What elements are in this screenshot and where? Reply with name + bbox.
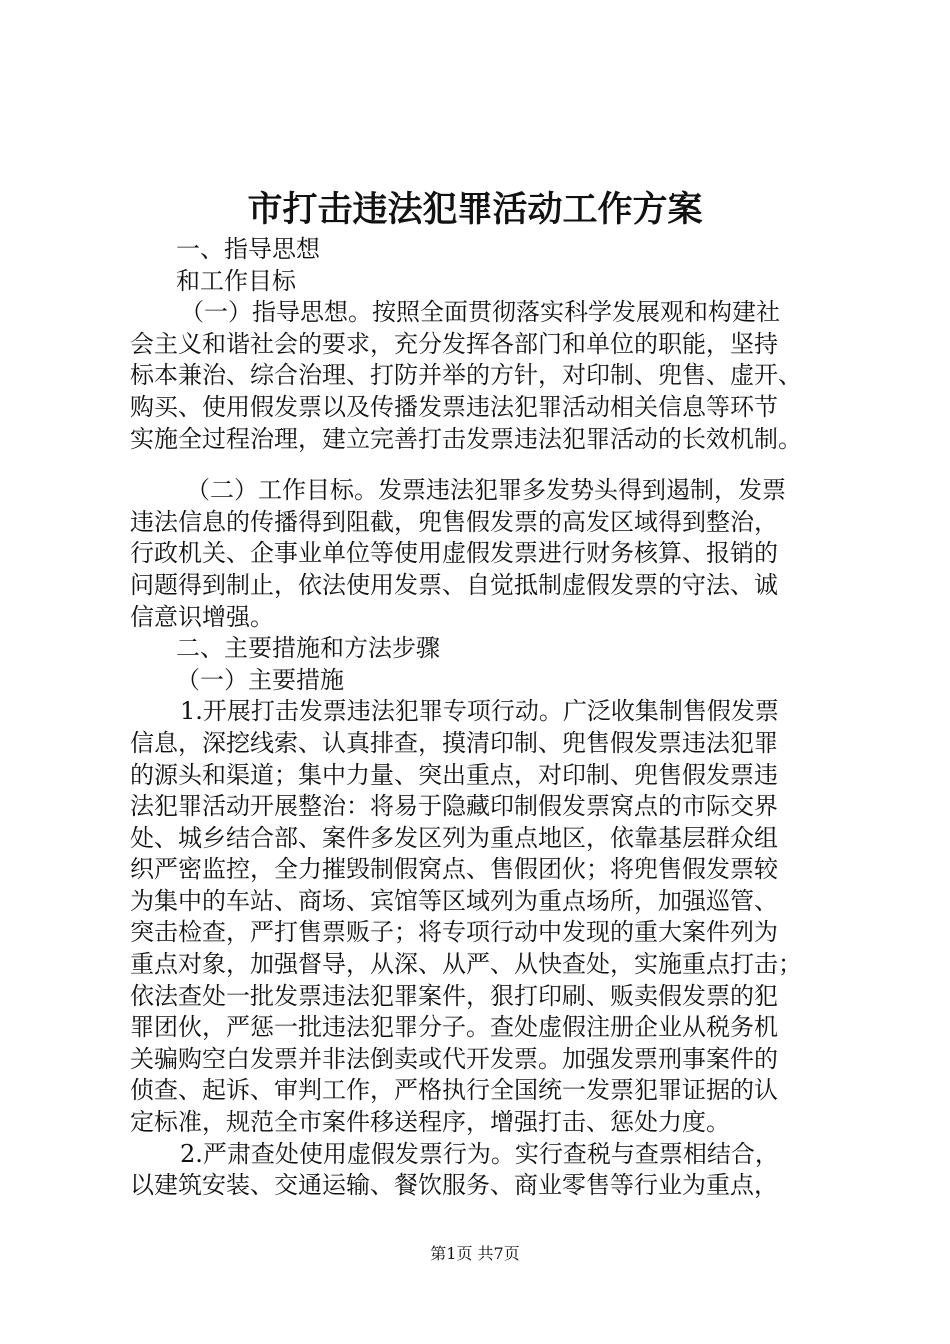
subheading-main-measures: （一）主要措施 xyxy=(176,665,344,694)
paragraph-line: 定标准，规范全市案件移送程序，增强打击、惩处力度。 xyxy=(130,1108,730,1137)
paragraph-line: 以建筑安装、交通运输、餐饮服务、商业零售等行业为重点， xyxy=(130,1171,778,1200)
paragraph-line: 罪团伙，严惩一批违法犯罪分子。查处虚假注册企业从税务机 xyxy=(130,1013,778,1042)
paragraph-line: 信息，深挖线索、认真排查，摸清印制、兜售假发票违法犯罪 xyxy=(130,728,778,757)
paragraph-line: 标本兼治、综合治理、打防并举的方针，对印制、兜售、虚开、 xyxy=(130,361,802,390)
paragraph-line: （二）工作目标。发票违法犯罪多发势头得到遏制，发票 xyxy=(186,476,786,505)
heading-continuation: 和工作目标 xyxy=(176,266,296,295)
paragraph-line: （一）指导思想。按照全面贯彻落实科学发展观和构建社 xyxy=(180,298,780,327)
paragraph-line: 购买、使用假发票以及传播发票违法犯罪活动相关信息等环节 xyxy=(130,392,778,421)
paragraph-line: 突击检查，严打售票贩子；将专项行动中发现的重大案件列为 xyxy=(130,918,778,947)
paragraph-line: 2.严肃查处使用虚假发票行为。实行查税与查票相结合， xyxy=(180,1139,779,1168)
paragraph-line: 处、城乡结合部、案件多发区列为重点地区，依靠基层群众组 xyxy=(130,823,778,852)
paragraph-line: 实施全过程治理，建立完善打击发票违法犯罪活动的长效机制。 xyxy=(130,424,802,453)
document-body xyxy=(130,234,850,1202)
paragraph-line: 行政机关、企事业单位等使用虚假发票进行财务核算、报销的 xyxy=(130,539,778,568)
paragraph-line: 的源头和渠道；集中力量、突出重点，对印制、兜售假发票违 xyxy=(130,760,778,789)
page-footer: 第1页 共7页 xyxy=(430,1244,520,1263)
heading-main-measures: 二、主要措施和方法步骤 xyxy=(176,634,440,663)
paragraph-line: 违法信息的传播得到阻截，兜售假发票的高发区域得到整治， xyxy=(130,507,778,536)
paragraph-gap xyxy=(130,455,850,475)
paragraph-line: 会主义和谐社会的要求，充分发挥各部门和单位的职能，坚持 xyxy=(130,329,778,358)
paragraph-line: 为集中的车站、商场、宾馆等区域列为重点场所，加强巡管、 xyxy=(130,886,778,915)
document-title: 市打击违法犯罪活动工作方案 xyxy=(247,189,703,230)
paragraph-line: 关骗购空白发票并非法倒卖或代开发票。加强发票刑事案件的 xyxy=(130,1044,778,1073)
paragraph-line: 侦查、起诉、审判工作，严格执行全国统一发票犯罪证据的认 xyxy=(130,1076,778,1105)
paragraph-line: 问题得到制止，依法使用发票、自觉抵制虚假发票的守法、诚 xyxy=(130,570,778,599)
paragraph-line: 法犯罪活动开展整治：将易于隐藏印制假发票窝点的市际交界 xyxy=(130,792,778,821)
paragraph-line: 1.开展打击发票违法犯罪专项行动。广泛收集制售假发票 xyxy=(180,697,779,726)
paragraph-line: 信意识增强。 xyxy=(130,602,274,631)
paragraph-line: 依法查处一批发票违法犯罪案件，狠打印刷、贩卖假发票的犯 xyxy=(130,981,778,1010)
heading-guiding-ideology: 一、指导思想 xyxy=(176,235,320,263)
paragraph-line: 重点对象，加强督导，从深、从严、从快查处，实施重点打击； xyxy=(130,950,802,979)
paragraph-line: 织严密监控，全力摧毁制假窝点、售假团伙；将兜售假发票较 xyxy=(130,855,778,884)
